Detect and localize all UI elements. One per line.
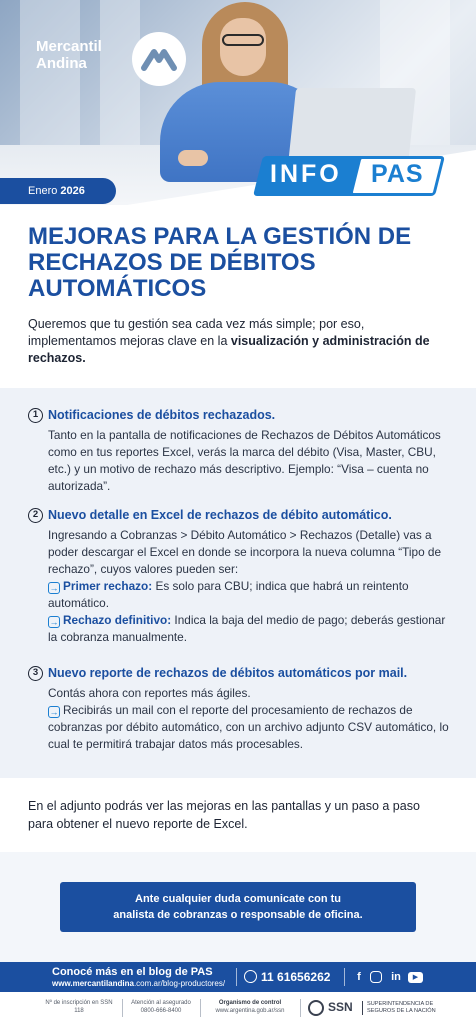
bullet-text: Es solo para CBU; indica que habrá un reintento automático. [48,579,409,610]
footer-bar [0,962,476,992]
arrow-right-icon: → [49,583,59,593]
legal-label: Atención al asegurado [131,1000,191,1006]
bullet-text: Recibirás un mail con el reporte del procesamiento de rechazos de cobranzas por débito automático, con un archivo adjunto CSV automático, lo cual te permitirá trabajar datos más procesables. [48,703,449,751]
blog-link[interactable] [52,979,225,988]
whatsapp-icon[interactable] [244,970,257,983]
intro-text: Queremos que tu gestión sea cada vez más simple; por eso, implementamos mejoras clave en la [28,317,365,348]
item-body: Tanto en la pantalla de notificaciones de Rechazos de Débitos Automáticos como en tus reportes Excel, verás la marca del débito (Visa, Master, CBU, etc.) y un motivo de rechazo más descriptivo. Ejemplo: “Visa – cuenta no autorizada”. [48,428,441,493]
item-bullet [48,702,452,753]
legal-control [204,999,296,1015]
legal-value: 118 [74,1008,84,1014]
legal-divider [300,999,301,1017]
legal-value: www.argentina.gob.ar/ssn [215,1008,285,1014]
legal-value: 0800-666-8400 [140,1008,182,1014]
legal-support [126,999,196,1015]
brand-name [36,38,102,72]
instagram-icon[interactable] [370,971,382,983]
intro-paragraph [28,316,448,367]
brand-line2: Andina [36,55,87,72]
phone-number[interactable]: 11 61656262 [261,970,331,984]
outro-paragraph: En el adjunto podrás ver las mejoras en las pantallas y un paso a paso para obtener el nuevo reporte de Excel. [28,799,420,831]
laptop [288,88,416,166]
person-face [220,18,266,76]
item-body-text: Ingresando a Cobranzas > Débito Automático > Rechazos (Detalle) vas a poder descargar el Excel en donde se incorpora la nueva columna “Tipo de rechazo”, cuyos valores pueden ser: [48,528,442,576]
ssn-name: SSN [328,1000,353,1014]
bullet-bold: Rechazo definitivo: [63,613,172,627]
blog-url-bold: www.mercantilandina [52,979,134,988]
item-number: 1 [28,408,43,423]
cta-line1: Ante cualquier duda comunicate con tu [135,893,341,905]
ssn-subtitle [362,1001,436,1015]
info-pas-badge [258,156,444,196]
youtube-icon[interactable]: ▶ [408,972,423,983]
ssn-logo-icon [308,1000,324,1016]
intro-bold: visualización y administración de rechazos. [28,334,430,365]
ssn-sub-line2: SEGUROS DE LA NACIÓN [367,1008,436,1014]
linkedin-icon[interactable]: in [391,971,401,983]
badge-pas-text: PAS [371,160,424,188]
legal-label: Nº de inscripción en SSN [45,1000,113,1006]
brand-line1: Mercantil [36,38,102,55]
footer-divider [236,968,237,986]
item-number: 2 [28,508,43,523]
cta-line2: analista de cobranzas o responsable de oficina. [113,909,363,921]
bullet-text: Indica la baja del medio de pago; deberás gestionar la cobranza manualmente. [48,613,446,644]
ssn-sub-line1: SUPERINTENDENCIA DE [367,1001,434,1007]
legal-label: Organismo de control [218,1000,282,1006]
item-title: Nuevo detalle en Excel de rechazos de débito automático. [48,508,392,522]
item-title: Notificaciones de débitos rechazados. [48,408,276,422]
blog-title: Conocé más en el blog de PAS [52,966,213,978]
page-title: MEJORAS PARA LA GESTIÓN DE RECHAZOS DE DÉBITOS AUTOMÁTICOS [28,223,412,302]
brand-logo-icon [132,32,186,86]
item-body-text: Contás ahora con reportes más ágiles. [48,686,251,700]
bullet-bold: Primer rechazo: [63,579,153,593]
contact-cta [60,882,416,932]
date-year: 2026 [60,185,85,197]
item-title: Nuevo reporte de rechazos de débitos automáticos por mail. [48,666,408,680]
arrow-right-icon: → [49,617,59,627]
legal-divider [200,999,201,1017]
person-glasses [222,34,264,46]
item-body [48,685,452,753]
footer-divider [344,968,345,986]
person-hand [178,150,208,166]
badge-info-text: INFO [270,160,342,188]
facebook-icon[interactable]: f [357,971,361,983]
legal-registration [40,999,118,1015]
item-bullet [48,578,452,612]
legal-footer [0,992,476,1024]
item-bullet [48,612,452,646]
date-month: Enero [28,185,58,197]
arrow-right-icon: → [49,707,59,717]
item-body [48,527,452,646]
item-number: 3 [28,666,43,681]
date-badge [0,178,116,204]
blog-url-rest: .com.ar/blog-productores/ [133,979,226,988]
legal-divider [122,999,123,1017]
